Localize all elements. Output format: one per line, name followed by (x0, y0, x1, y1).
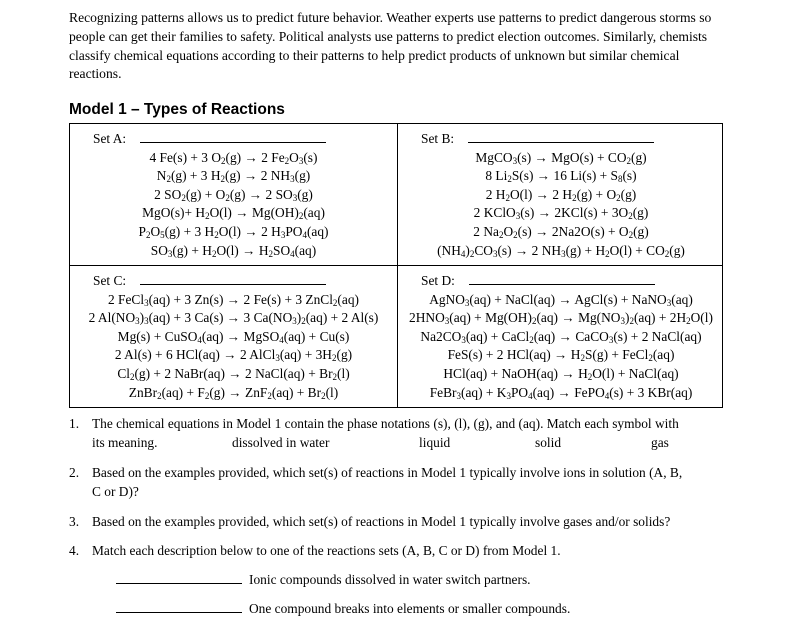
equation: 2 $Al(NO_3)_3(aq) + 3$ Ca(s) → 3 $Ca(NO_3)_2(aq) + 2$ Al(s) (88, 310, 379, 327)
question-4-number: 4. (69, 543, 80, 558)
equation: 4 Fe(s) + 3 $O_2(g) \to 2$ $Fe_2O_3(s)$ (149, 149, 318, 166)
question-2-text: Based on the examples provided, which set(s) of reactions in Model 1 typically involve ions in solution (A, B, C or D)? (92, 465, 683, 499)
match-1-answer-blank[interactable] (116, 571, 242, 584)
set-a-label: Set A: (93, 131, 127, 146)
question-1-number: 1. (69, 416, 80, 431)
question-4-match-2 (116, 600, 570, 617)
set-d-label: Set D: (421, 273, 455, 288)
match-2-text: One compound breaks into elements or smaller compounds. (249, 601, 571, 616)
intro-paragraph: Recognizing patterns allows us to predict future behavior. Weather experts use patterns to predict dangerous storms so people can get their families to safety. Political analysts use patterns to predict election outcomes. Similarly, chemists classify chemical equations according to their patterns to help predict products of unknown but similar chemical reactions. (69, 10, 712, 82)
option-liquid[interactable]: liquid (419, 434, 451, 450)
option-gas[interactable]: gas (651, 434, 669, 450)
equation: $Na2CO_3(aq)$ + CaCl$_2$(aq) → CaCO$_3$(s) + 2 NaCl(aq) (420, 328, 702, 345)
equation: 2 FeCl$_3$(aq) + 3 Zn(s) → 2 Fe(s) + 3 ZnCl$_2$(aq) (108, 291, 359, 308)
equation: $Cl_2(g) + 2$ NaBr(aq) → 2 NaCl(aq) + $Br_2(l)$ (117, 365, 350, 382)
question-2 (69, 464, 729, 501)
set-d-cell (398, 272, 724, 407)
set-a-answer-blank[interactable] (140, 130, 326, 143)
question-3 (69, 513, 729, 532)
reaction-table (69, 123, 723, 408)
equation: $2HNO_3(aq) + Mg(OH)_2(aq) \to Mg(NO_3)_2(aq) + 2H_2O(l)$ (409, 310, 713, 327)
equation: 2 KClO$_3$(s) → $2KCl(s) + 3O_2(g)$ (473, 205, 649, 222)
set-c-answer-blank[interactable] (140, 272, 326, 285)
question-4 (69, 542, 729, 561)
equation: 2 $H_2O(l) \to 2$ $H_2(g) + O_2(g)$ (485, 186, 637, 203)
equation: 2 $Na_2O_2(s) \to 2Na2O(s) + O_2(g)$ (473, 223, 649, 240)
option-solid[interactable]: solid (535, 434, 562, 450)
set-a-cell (70, 130, 397, 265)
question-2-number: 2. (69, 465, 80, 480)
question-1 (69, 415, 729, 452)
question-4-match-1 (116, 571, 531, 588)
equation: HCl(aq) + NaOH(aq) → $H_2O(l)$ + NaCl(aq) (443, 365, 679, 382)
match-1-text: Ionic compounds dissolved in water switch partners. (249, 572, 531, 587)
set-c-cell (70, 272, 397, 407)
set-b-equations (398, 149, 724, 261)
equation: ZnBr$_2$(aq) + $F_2(g) \to ZnF_2(aq) + Br_2(l)$ (128, 384, 339, 401)
table-divider-horizontal (70, 265, 722, 266)
match-2-answer-blank[interactable] (116, 600, 242, 613)
equation: $N_2(g) + 3$ $H_2(g) \to 2$ $NH_3(g)$ (156, 168, 311, 185)
set-c-equations (70, 291, 397, 403)
equation: $P_2O_5(g) + 3$ $H_2O(l) \to 2$ $H_3PO_4(aq)$ (138, 223, 329, 240)
set-b-answer-blank[interactable] (468, 130, 654, 143)
set-b-cell (398, 130, 724, 265)
set-d-equations (398, 291, 724, 403)
equation: 8 $Li_2S(s) \to 16$ $Li(s) + S_8(s)$ (485, 168, 637, 185)
equation: $SO_3(g) + H_2O(l) \to H_2SO_4(aq)$ (150, 242, 317, 259)
question-4-text: Match each description below to one of the reactions sets (A, B, C or D) from Model 1. (92, 543, 561, 558)
equation: MgCO$_3$(s) → $MgO(s) + CO_2(g)$ (475, 149, 647, 166)
set-c-label: Set C: (93, 273, 127, 288)
set-a-equations (70, 149, 397, 261)
equation: Mg(s) + CuSO$_4$(aq) → MgSO$_4$(aq) + Cu(s) (117, 328, 350, 345)
question-3-number: 3. (69, 514, 80, 529)
equation: FeBr$_3$(aq) + $K_3PO_4(aq)$ → FePO$_4$(s) + 3 KBr(aq) (429, 384, 693, 401)
equation: 2 $SO_2(g) + O_2(g) \to 2$ $SO_3(g)$ (154, 186, 313, 203)
question-1-text: The chemical equations in Model 1 contain the phase notations (s), (l), (g), and (aq). Match each symbol with its meaning. (92, 416, 679, 450)
equation: $MgO(s)+ H_2O(l) \to Mg(OH)_2(aq)$ (142, 205, 325, 222)
model-title: Model 1 – Types of Reactions (69, 101, 285, 118)
set-b-label: Set B: (421, 131, 455, 146)
set-d-answer-blank[interactable] (469, 272, 655, 285)
equation: 2 Al(s) + 6 HCl(aq) → 2 AlCl$_3$(aq) + $3H_2(g)$ (114, 347, 353, 364)
question-3-text: Based on the examples provided, which set(s) of reactions in Model 1 typically involve gases and/or solids? (92, 514, 671, 529)
equation: FeS(s) + 2 $HCl(aq) \to H_2S(g)$ + FeCl$_2$(aq) (447, 347, 675, 364)
equation: $(NH_4)_2CO_3(s) \to 2$ $NH_3(g) + H_2O(l) + CO_2(g)$ (437, 242, 685, 259)
equation: AgNO$_3$(aq) + NaCl(aq) → AgCl(s) + NaNO$_3$(aq) (429, 291, 693, 308)
option-dissolved-in-water[interactable]: dissolved in water (232, 434, 330, 450)
